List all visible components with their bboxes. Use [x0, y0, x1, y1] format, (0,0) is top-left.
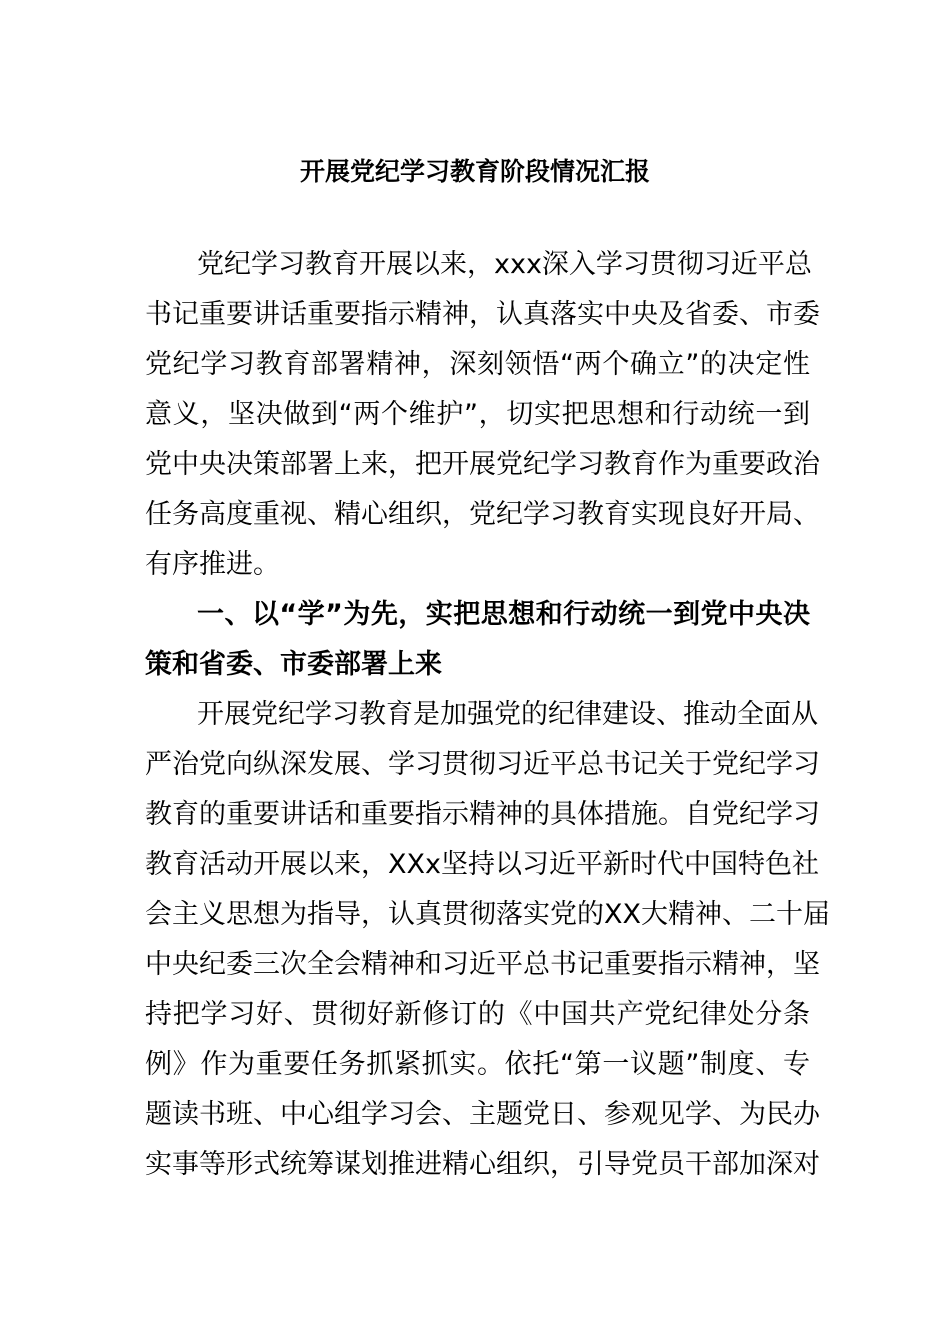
paragraph-line: 任务高度重视、精心组织，党纪学习教育实现良好开局、: [145, 499, 820, 530]
paragraph-line: 实事等形式统筹谋划推进精心组织，引导党员干部加深对: [145, 1149, 820, 1180]
document-title: 开展党纪学习教育阶段情况汇报: [299, 157, 650, 186]
paragraph-line: 题读书班、中心组学习会、主题党日、参观见学、为民办: [145, 1099, 820, 1130]
paragraph-line: 例》作为重要任务抓紧抓实。依托“第一议题”制度、专: [145, 1049, 810, 1080]
paragraph-line: 党纪学习教育开展以来，xxx深入学习贯彻习近平总: [197, 249, 812, 280]
section-heading-line: 一、以“学”为先，实把思想和行动统一到党中央决: [197, 599, 810, 630]
paragraph-line: 意义，坚决做到“两个维护”，切实把思想和行动统一到: [145, 399, 810, 430]
paragraph-line: 严治党向纵深发展、学习贯彻习近平总书记关于党纪学习: [145, 749, 820, 780]
paragraph-line: 开展党纪学习教育是加强党的纪律建设、推动全面从: [197, 699, 818, 730]
paragraph-line: 持把学习好、贯彻好新修订的《中国共产党纪律处分条: [145, 999, 810, 1030]
paragraph-line: 党纪学习教育部署精神，深刻领悟“两个确立”的决定性: [145, 349, 810, 380]
paragraph-line: 有序推进。: [145, 549, 280, 580]
paragraph-line: 党中央决策部署上来，把开展党纪学习教育作为重要政治: [145, 449, 820, 480]
paragraph-line: 中央纪委三次全会精神和习近平总书记重要指示精神，坚: [145, 949, 820, 980]
paragraph-line: 教育活动开展以来，XXx坚持以习近平新时代中国特色社: [145, 849, 819, 880]
section-heading-line: 策和省委、市委部署上来: [145, 649, 442, 680]
paragraph-line: 教育的重要讲话和重要指示精神的具体措施。自党纪学习: [145, 799, 820, 830]
paragraph-line: 书记重要讲话重要指示精神，认真落实中央及省委、市委: [145, 299, 820, 330]
paragraph-line: 会主义思想为指导，认真贯彻落实党的XX大精神、二十届: [145, 899, 830, 930]
